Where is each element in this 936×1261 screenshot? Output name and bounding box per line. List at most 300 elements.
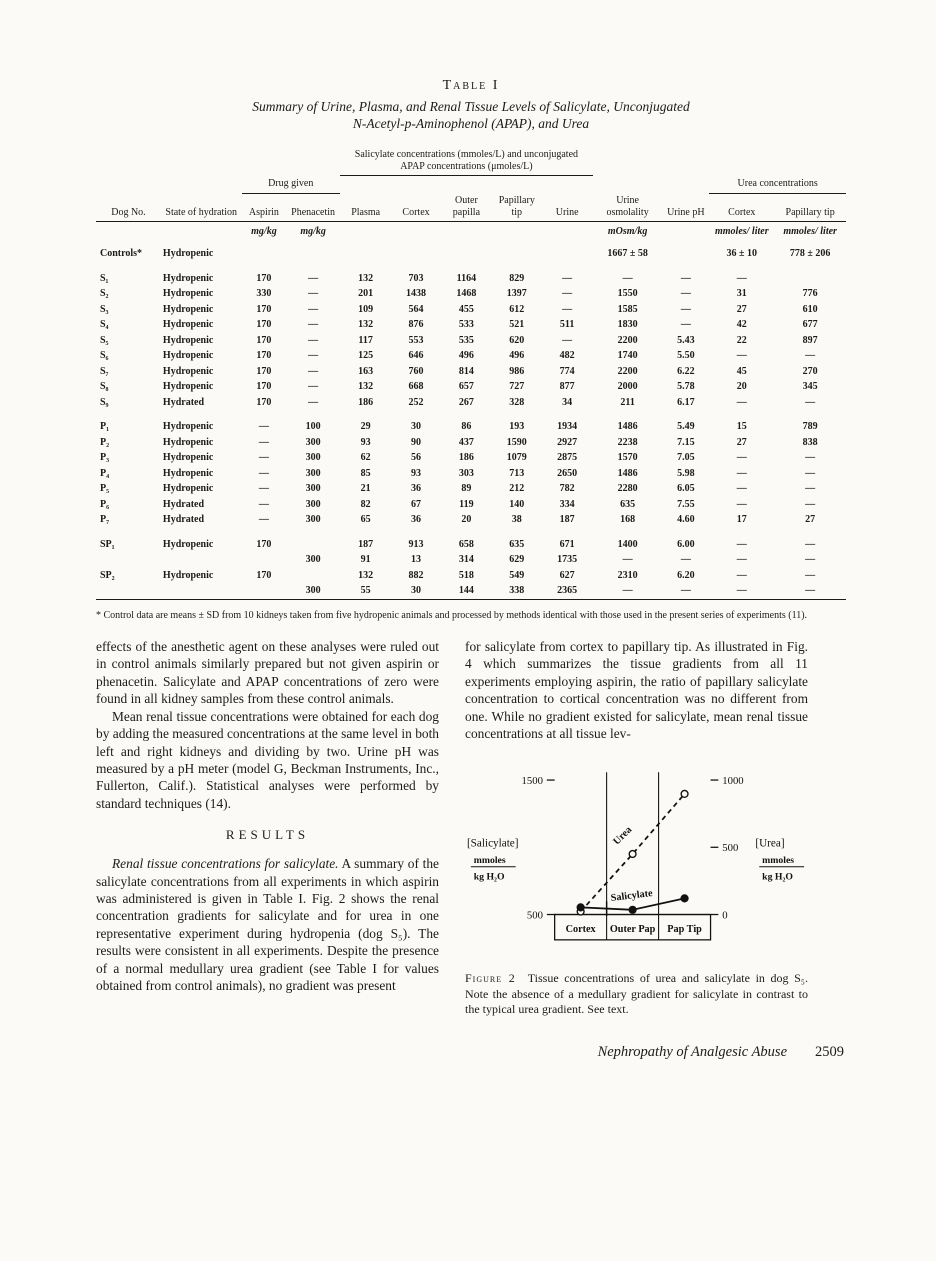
- column-header: Cortex: [728, 206, 756, 218]
- table-cell: —: [308, 319, 319, 331]
- table-cell: 36: [411, 483, 422, 495]
- table-cell: Hydropenic: [162, 452, 214, 464]
- svg-text:500: 500: [526, 908, 543, 921]
- table-cell: [96, 553, 161, 569]
- table-cell: SP₂: [100, 569, 115, 581]
- unit-cell: mmoles/ liter: [709, 221, 774, 246]
- table-cell: 193: [509, 421, 525, 433]
- table-row: [96, 420, 846, 436]
- table-cell: 2200: [617, 334, 638, 346]
- table-body: [96, 247, 846, 600]
- table-cell: 90: [411, 436, 422, 448]
- table-cell: S₁: [100, 272, 109, 284]
- table-cell: Hydrated: [162, 498, 205, 510]
- table-cell: 2310: [617, 569, 638, 581]
- unit-cell: [161, 221, 242, 246]
- table-cell: 300: [305, 483, 321, 495]
- units-row: [96, 221, 846, 246]
- table-cell: 300: [305, 452, 321, 464]
- table-cell: Hydropenic: [162, 334, 214, 346]
- table-cell: 29: [360, 421, 371, 433]
- table-row: [96, 553, 846, 569]
- svg-text:Pap Tip: Pap Tip: [667, 923, 702, 935]
- table-cell: 170: [256, 538, 272, 550]
- table-cell: S₇: [100, 365, 109, 377]
- svg-text:mmoles: mmoles: [762, 854, 795, 866]
- table-cell: —: [308, 350, 319, 362]
- table-cell: —: [680, 288, 691, 300]
- table-cell: —: [308, 288, 319, 300]
- table-cell: [242, 553, 287, 569]
- paragraph: effects of the anesthetic agent on these analyses were ruled out in control animals similarly prepared but not given aspirin or phenacetin. Salicylate and APAP concentrations of zero were found in all kidney samples from these control animals.: [96, 639, 439, 707]
- table-cell: 85: [360, 467, 371, 479]
- table-cell: 20: [736, 381, 747, 393]
- table-cell: Hydropenic: [162, 381, 214, 393]
- column-header: Outer papilla: [452, 195, 481, 218]
- table-cell: 132: [358, 272, 374, 284]
- table-cell: —: [805, 483, 816, 495]
- table-cell: 620: [509, 334, 525, 346]
- table-cell: 521: [509, 319, 525, 331]
- table-cell: [662, 247, 709, 263]
- table-cell: [286, 537, 340, 553]
- unit-cell: [96, 221, 161, 246]
- table-row: [96, 395, 846, 411]
- table-cell: 201: [358, 288, 374, 300]
- table-cell: 1486: [617, 421, 638, 433]
- table-cell: 186: [358, 396, 374, 408]
- table-cell: 187: [358, 538, 374, 550]
- unit-cell: mg/kg: [286, 221, 340, 246]
- table-cell: 211: [620, 396, 635, 408]
- table-row: [96, 287, 846, 303]
- table-cell: 1400: [617, 538, 638, 550]
- table-cell: —: [308, 381, 319, 393]
- table-cell: —: [258, 436, 269, 448]
- table-cell: 300: [305, 514, 321, 526]
- table-cell: —: [736, 585, 747, 597]
- salicylate-apap-group-header: Salicylate concentrations (mmoles/L) and unconjugated APAP concentrations (μmoles/L): [340, 147, 593, 176]
- table-cell: 635: [509, 538, 525, 550]
- column-header: Papillary tip: [785, 206, 835, 218]
- table-cell: 1468: [456, 288, 477, 300]
- table-cell: —: [736, 538, 747, 550]
- table-cell: —: [680, 585, 691, 597]
- table-row: [96, 318, 846, 334]
- table-cell: Hydropenic: [162, 467, 214, 479]
- table-cell: 760: [408, 365, 424, 377]
- table-cell: 6.17: [677, 396, 695, 408]
- table-cell: Hydropenic: [162, 350, 214, 362]
- table-label: Table I: [442, 78, 500, 93]
- table-cell: 838: [802, 436, 818, 448]
- svg-text:[Salicylate]: [Salicylate]: [466, 836, 519, 849]
- table-cell: 334: [559, 498, 575, 510]
- page-number: 2509: [815, 1043, 844, 1060]
- paragraph-rest: A summary of the salicylate concentrations from all experiments in which aspirin was administered is given in Table I. Fig. 2 shows the renal concentration gradients for salicylate and for urea in one representative experiment during hydropenia (dog S₅). The results were consistent in all experiments. Despite the presence of a normal medullary urea gradient (see Table I for values obtained from control animals), no gradient was present: [96, 856, 439, 994]
- table-cell: 30: [411, 421, 422, 433]
- table-cell: 1570: [617, 452, 638, 464]
- table-cell: —: [258, 514, 269, 526]
- table-cell: 713: [509, 467, 525, 479]
- table-cell: 657: [458, 381, 474, 393]
- table-cell: 21: [360, 483, 371, 495]
- table-cell: 125: [358, 350, 374, 362]
- figure-caption: [465, 971, 808, 1018]
- table-row: [96, 513, 846, 529]
- paragraph: for salicylate from cortex to papillary tip. As illustrated in Fig. 4 which summarizes the tissue gradients from all 11 experiments employing aspirin, the ratio of papillary salicylate concentration to cortical concentration was no different from one. While no gradient existed for salicylate, mean renal tissue concentrations at all tissue lev-: [465, 639, 808, 742]
- table-cell: —: [258, 421, 269, 433]
- table-cell: 703: [408, 272, 424, 284]
- unit-cell: [391, 221, 440, 246]
- table-cell: —: [622, 554, 633, 566]
- group-header-row-drug-urea: [96, 176, 846, 193]
- table-cell: 727: [509, 381, 525, 393]
- table-cell: SP₁: [100, 538, 115, 550]
- table-cell: 170: [256, 569, 272, 581]
- table-cell: S₈: [100, 381, 109, 393]
- table-cell: 38: [511, 514, 522, 526]
- table-cell: S₂: [100, 288, 109, 300]
- table-cell: 30: [411, 585, 422, 597]
- table-cell: —: [680, 272, 691, 284]
- table-cell: 132: [358, 381, 374, 393]
- table-row: [96, 333, 846, 349]
- table-cell: —: [680, 319, 691, 331]
- table-cell: 89: [461, 483, 472, 495]
- svg-text:[Urea]: [Urea]: [755, 836, 785, 849]
- table-cell: 482: [559, 350, 575, 362]
- table-row: [96, 497, 846, 513]
- table-cell: Hydrated: [162, 514, 205, 526]
- table-cell: 300: [305, 585, 321, 597]
- figure-2: [465, 759, 808, 1018]
- table-row: [96, 435, 846, 451]
- table-cell: 553: [408, 334, 424, 346]
- table-cell: S₄: [100, 319, 109, 331]
- table-cell: —: [562, 303, 573, 315]
- table-cell: 1438: [406, 288, 427, 300]
- table-cell: 2280: [617, 483, 638, 495]
- table-row: [96, 271, 846, 287]
- table-cell: 776: [802, 288, 818, 300]
- right-column: [465, 638, 808, 1018]
- table-cell: 814: [458, 365, 474, 377]
- table-cell: 986: [509, 365, 525, 377]
- table-cell: 533: [458, 319, 474, 331]
- table-cell: 330: [256, 288, 272, 300]
- table-cell: 170: [256, 319, 272, 331]
- table-row: [96, 247, 846, 263]
- table-cell: 170: [256, 350, 272, 362]
- table-cell: 170: [256, 381, 272, 393]
- table-cell: 15: [736, 421, 747, 433]
- table-cell: S₃: [100, 303, 109, 315]
- unit-cell: [492, 221, 541, 246]
- table-cell: Hydropenic: [162, 483, 214, 495]
- table-cell: —: [736, 452, 747, 464]
- table-row: [96, 537, 846, 553]
- table-cell: 170: [256, 334, 272, 346]
- column-header: Urine: [555, 206, 579, 218]
- unit-cell: [662, 221, 709, 246]
- table-cell: —: [805, 452, 816, 464]
- table-cell: 7.05: [677, 452, 695, 464]
- table-cell: 7.55: [677, 498, 695, 510]
- table-cell: 6.05: [677, 483, 695, 495]
- table-cell: 31: [736, 288, 747, 300]
- table-cell: —: [308, 272, 319, 284]
- table-cell: 20: [461, 514, 472, 526]
- table-cell: [340, 247, 392, 263]
- table-cell: —: [562, 272, 573, 284]
- table-cell: 6.00: [677, 538, 695, 550]
- table-cell: 117: [358, 334, 373, 346]
- table-cell: —: [308, 303, 319, 315]
- table-cell: —: [736, 498, 747, 510]
- table-cell: Controls*: [100, 248, 143, 260]
- table-title-line1: Summary of Urine, Plasma, and Renal Tissue Levels of Salicylate, Unconjugated: [252, 99, 690, 114]
- table-cell: —: [805, 396, 816, 408]
- table-cell: 2875: [557, 452, 578, 464]
- table-cell: 610: [802, 303, 818, 315]
- table-wrapper: [96, 147, 846, 622]
- table-cell: —: [805, 467, 816, 479]
- svg-text:kg H₂O: kg H₂O: [473, 871, 505, 882]
- table-cell: [391, 247, 440, 263]
- table-cell: 518: [458, 569, 474, 581]
- table-footnote: * Control data are means ± SD from 10 kidneys taken from five hydropenic animals and processed by methods identical with those used in the present series of experiments (11).: [96, 610, 808, 622]
- table-cell: 1164: [456, 272, 477, 284]
- table-cell: 100: [305, 421, 321, 433]
- table-cell: Hydropenic: [162, 288, 214, 300]
- table-cell: Hydropenic: [162, 365, 214, 377]
- unit-cell: mOsm/kg: [593, 221, 662, 246]
- table-cell: 267: [458, 396, 474, 408]
- table-cell: 1397: [506, 288, 527, 300]
- table-cell: 170: [256, 272, 272, 284]
- table-cell: [242, 584, 287, 600]
- unit-cell: [441, 221, 493, 246]
- table-cell: 314: [458, 554, 474, 566]
- table-cell: P₁: [100, 421, 110, 433]
- table-cell: 27: [736, 436, 747, 448]
- table-cell: [774, 271, 846, 287]
- table-cell: 67: [411, 498, 422, 510]
- column-header: Phenacetin: [291, 206, 336, 218]
- table-cell: P₆: [100, 498, 110, 510]
- table-cell: 1585: [617, 303, 638, 315]
- paragraph: Mean renal tissue concentrations were obtained for each dog by adding the measured concentrations at the same level in both left and right kidneys and dividing by two. Urine pH was measured by a pH meter (model G, Beckman Instruments, Inc., Fullerton, Calif.). Statistical analyses were performed by standard techniques (14).: [96, 708, 439, 811]
- unit-cell: [541, 221, 593, 246]
- table-cell: S₆: [100, 350, 109, 362]
- column-header: State of hydration: [165, 206, 238, 218]
- table-cell: 328: [509, 396, 525, 408]
- table-cell: —: [805, 498, 816, 510]
- table-cell: 5.49: [677, 421, 695, 433]
- table-cell: —: [736, 467, 747, 479]
- table-cell: [441, 247, 493, 263]
- column-header: Aspirin: [248, 206, 279, 218]
- svg-text:0: 0: [722, 908, 728, 921]
- table-cell: 270: [802, 365, 818, 377]
- table-cell: 2200: [617, 365, 638, 377]
- table-cell: [96, 584, 161, 600]
- table-cell: 6.22: [677, 365, 695, 377]
- table-cell: 17: [736, 514, 747, 526]
- table-cell: 1934: [557, 421, 578, 433]
- table-cell: —: [622, 272, 633, 284]
- table-cell: [242, 247, 287, 263]
- table-row: [96, 364, 846, 380]
- table-cell: 82: [360, 498, 371, 510]
- table-cell: 170: [256, 396, 272, 408]
- table-cell: 170: [256, 303, 272, 315]
- column-header: Cortex: [402, 206, 430, 218]
- table-cell: 1740: [617, 350, 638, 362]
- table-cell: —: [736, 569, 747, 581]
- table-cell: 2365: [557, 585, 578, 597]
- table-cell: Hydropenic: [162, 436, 214, 448]
- table-cell: 455: [458, 303, 474, 315]
- table-cell: 1079: [506, 452, 527, 464]
- table-cell: 2238: [617, 436, 638, 448]
- column-header-row: [96, 193, 846, 221]
- table-cell: —: [805, 569, 816, 581]
- table-cell: 86: [461, 421, 472, 433]
- table-row: [96, 302, 846, 318]
- drug-given-group-header: Drug given: [242, 176, 340, 193]
- table-cell: 300: [305, 436, 321, 448]
- table-cell: 27: [736, 303, 747, 315]
- table-cell: —: [805, 538, 816, 550]
- table-cell: 7.15: [677, 436, 695, 448]
- unit-cell: [340, 221, 392, 246]
- table-cell: —: [258, 452, 269, 464]
- table-cell: 496: [509, 350, 525, 362]
- data-table: [96, 147, 846, 600]
- table-cell: Hydropenic: [162, 248, 214, 260]
- table-row: [96, 349, 846, 365]
- table-cell: 338: [509, 585, 525, 597]
- table-cell: 93: [411, 467, 422, 479]
- table-cell: 345: [802, 381, 818, 393]
- table-cell: 535: [458, 334, 474, 346]
- figure-caption-label: Figure 2: [465, 970, 516, 985]
- table-cell: P₃: [100, 452, 110, 464]
- table-cell: 55: [360, 585, 371, 597]
- table-row: [96, 466, 846, 482]
- table-cell: Hydropenic: [162, 319, 214, 331]
- table-cell: 65: [360, 514, 371, 526]
- table-cell: 2650: [557, 467, 578, 479]
- table-cell: —: [308, 334, 319, 346]
- table-cell: 877: [559, 381, 575, 393]
- svg-text:kg H₂O: kg H₂O: [762, 871, 793, 882]
- table-cell: P₇: [100, 514, 110, 526]
- table-cell: 144: [458, 585, 474, 597]
- table-cell: 1830: [617, 319, 638, 331]
- table-cell: 774: [559, 365, 575, 377]
- table-cell: 62: [360, 452, 371, 464]
- svg-text:1000: 1000: [722, 774, 744, 787]
- running-title: Nephropathy of Analgesic Abuse: [597, 1043, 787, 1060]
- table-cell: 564: [408, 303, 424, 315]
- table-cell: 170: [256, 365, 272, 377]
- table-cell: —: [736, 483, 747, 495]
- paragraph-lead-italic: Renal tissue concentrations for salicylate.: [112, 856, 339, 872]
- table-cell: [286, 568, 340, 584]
- table-cell: 677: [802, 319, 818, 331]
- table-cell: 627: [559, 569, 575, 581]
- table-cell: 612: [509, 303, 525, 315]
- group-header-row-salicylate: [96, 147, 846, 176]
- table-cell: Hydropenic: [162, 303, 214, 315]
- table-cell: 140: [509, 498, 525, 510]
- table-cell: 1486: [617, 467, 638, 479]
- table-cell: 511: [559, 319, 575, 331]
- table-cell: 168: [620, 514, 636, 526]
- table-cell: 300: [305, 467, 321, 479]
- table-cell: —: [736, 350, 747, 362]
- table-cell: 22: [736, 334, 747, 346]
- svg-text:Cortex: Cortex: [565, 923, 596, 935]
- table-cell: [161, 553, 242, 569]
- table-cell: Hydropenic: [162, 569, 214, 581]
- table-cell: —: [258, 483, 269, 495]
- table-cell: 658: [458, 538, 474, 550]
- table-cell: 629: [509, 554, 525, 566]
- table-cell: 212: [509, 483, 525, 495]
- table-cell: 2927: [557, 436, 578, 448]
- table-cell: S₉: [100, 396, 109, 408]
- column-header: Plasma: [351, 206, 381, 218]
- figure-caption-text: Tissue concentrations of urea and salicylate in dog S₅. Note the absence of a medullary gradient for salicylate in contrast to the typical urea gradient. See text.: [465, 970, 808, 1017]
- table-cell: Hydropenic: [162, 421, 214, 433]
- left-column: [96, 638, 439, 1018]
- table-cell: 2000: [617, 381, 638, 393]
- table-cell: Hydropenic: [162, 272, 214, 284]
- table-cell: [286, 247, 340, 263]
- column-header: Dog No.: [111, 206, 146, 218]
- table-cell: —: [308, 396, 319, 408]
- table-title: [96, 99, 846, 133]
- column-header: Papillary tip: [498, 195, 535, 218]
- table-cell: 300: [305, 498, 321, 510]
- table-cell: P₂: [100, 436, 110, 448]
- table-cell: 252: [408, 396, 424, 408]
- urea-group-header: Urea concentrations: [709, 176, 846, 193]
- table-cell: 5.98: [677, 467, 695, 479]
- table-cell: —: [562, 334, 573, 346]
- table-cell: —: [680, 554, 691, 566]
- table-cell: 1550: [617, 288, 638, 300]
- unit-cell: mmoles/ liter: [774, 221, 846, 246]
- svg-text:Salicylate: Salicylate: [610, 887, 654, 904]
- figure-chart: [465, 759, 808, 957]
- table-cell: —: [736, 272, 747, 284]
- column-header: Urine pH: [667, 206, 705, 218]
- table-cell: 913: [408, 538, 424, 550]
- table-cell: 789: [802, 421, 818, 433]
- table-cell: 187: [559, 514, 575, 526]
- table-cell: 163: [358, 365, 374, 377]
- table-row: [96, 568, 846, 584]
- table-cell: 5.78: [677, 381, 695, 393]
- table-row: [96, 482, 846, 498]
- table-cell: 876: [408, 319, 424, 331]
- table-cell: 1590: [506, 436, 527, 448]
